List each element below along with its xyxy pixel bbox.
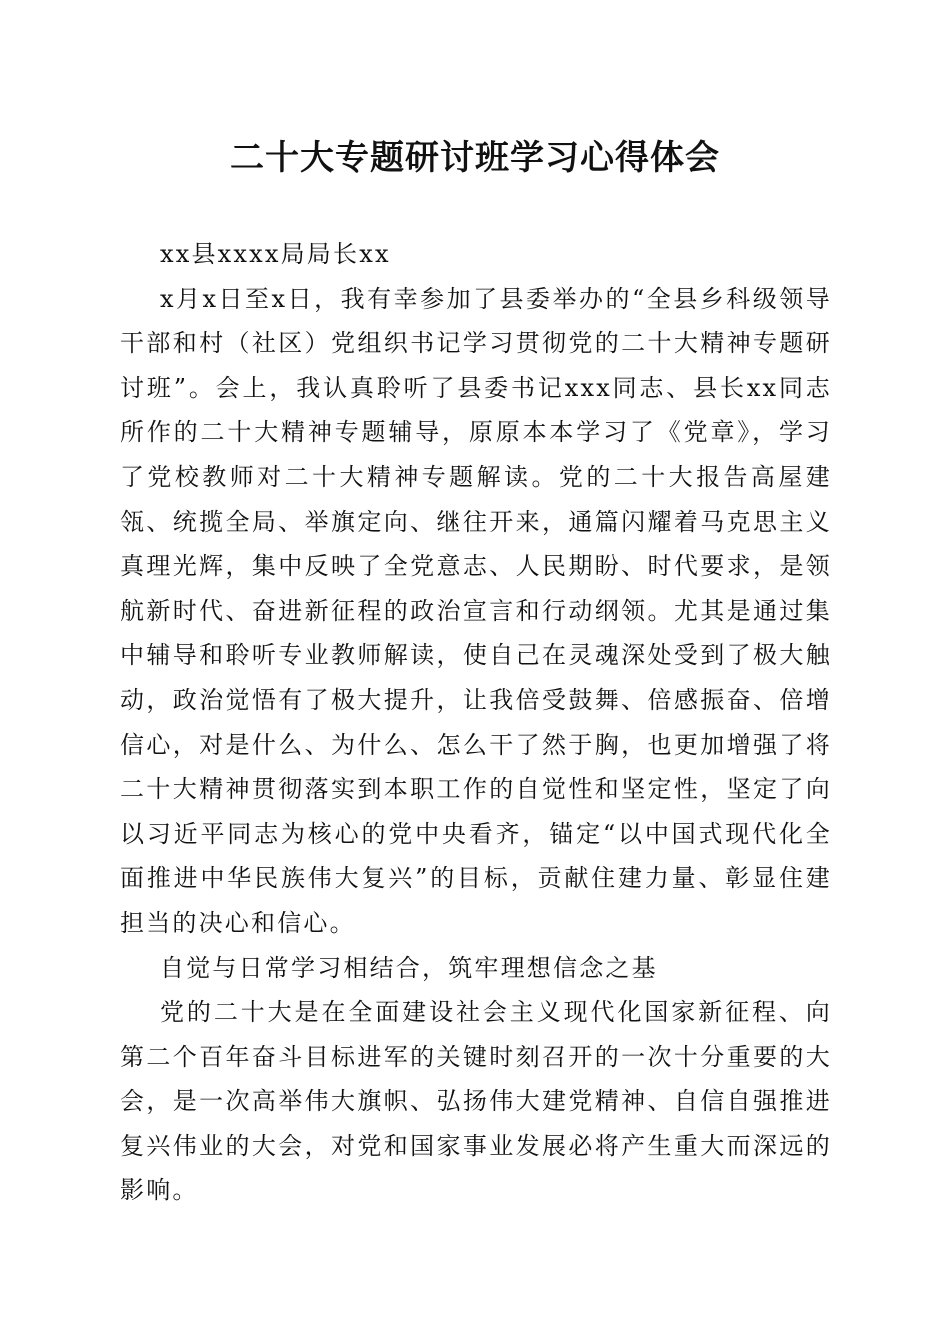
section-paragraph: 党的二十大是在全面建设社会主义现代化国家新征程、向第二个百年奋斗目标进军的关键时刻召开的一次十分重要的大会，是一次高举伟大旗帜、弘扬伟大建党精神、自信自强推进复兴伟业的大会，对党和国家事业发展必将产生重大而深远的影响。	[120, 998, 832, 1205]
body-paragraph: x月x日至x日，我有幸参加了县委举办的“全县乡科级领导干部和村（社区）党组织书记学习贯彻党的二十大精神专题研讨班”。会上，我认真聆听了县委书记xxx同志、县长xx同志所作的二十大精神专题辅导，原原本本学习了《党章》，学习了党校教师对二十大精神专题解读。党的二十大报告高屋建瓴、统揽全局、举旗定向、继往开来，通篇闪耀着马克思主义真理光辉，集中反映了全党意志、人民期盼、时代要求，是领航新时代、奋进新征程的政治宣言和行动纲领。尤其是通过集中辅导和聆听专业教师解读，使自己在灵魂深处受到了极大触动，政治觉悟有了极大提升，让我倍受鼓舞、倍感振奋、倍增信心，对是什么、为什么、怎么干了然于胸，也更加增强了将二十大精神贯彻落实到本职工作的自觉性和坚定性，坚定了向以习近平同志为核心的党中央看齐，锚定“以中国式现代化全面推进中华民族伟大复兴”的目标，贡献住建力量、彰显住建担当的决心和信心。	[120, 284, 832, 937]
author-line: xx县xxxx局局长xx	[160, 240, 391, 268]
document-body	[120, 232, 832, 1213]
document-title: 二十大专题研讨班学习心得体会	[230, 138, 720, 178]
section-heading: 自觉与日常学习相结合，筑牢理想信念之基	[160, 953, 658, 982]
